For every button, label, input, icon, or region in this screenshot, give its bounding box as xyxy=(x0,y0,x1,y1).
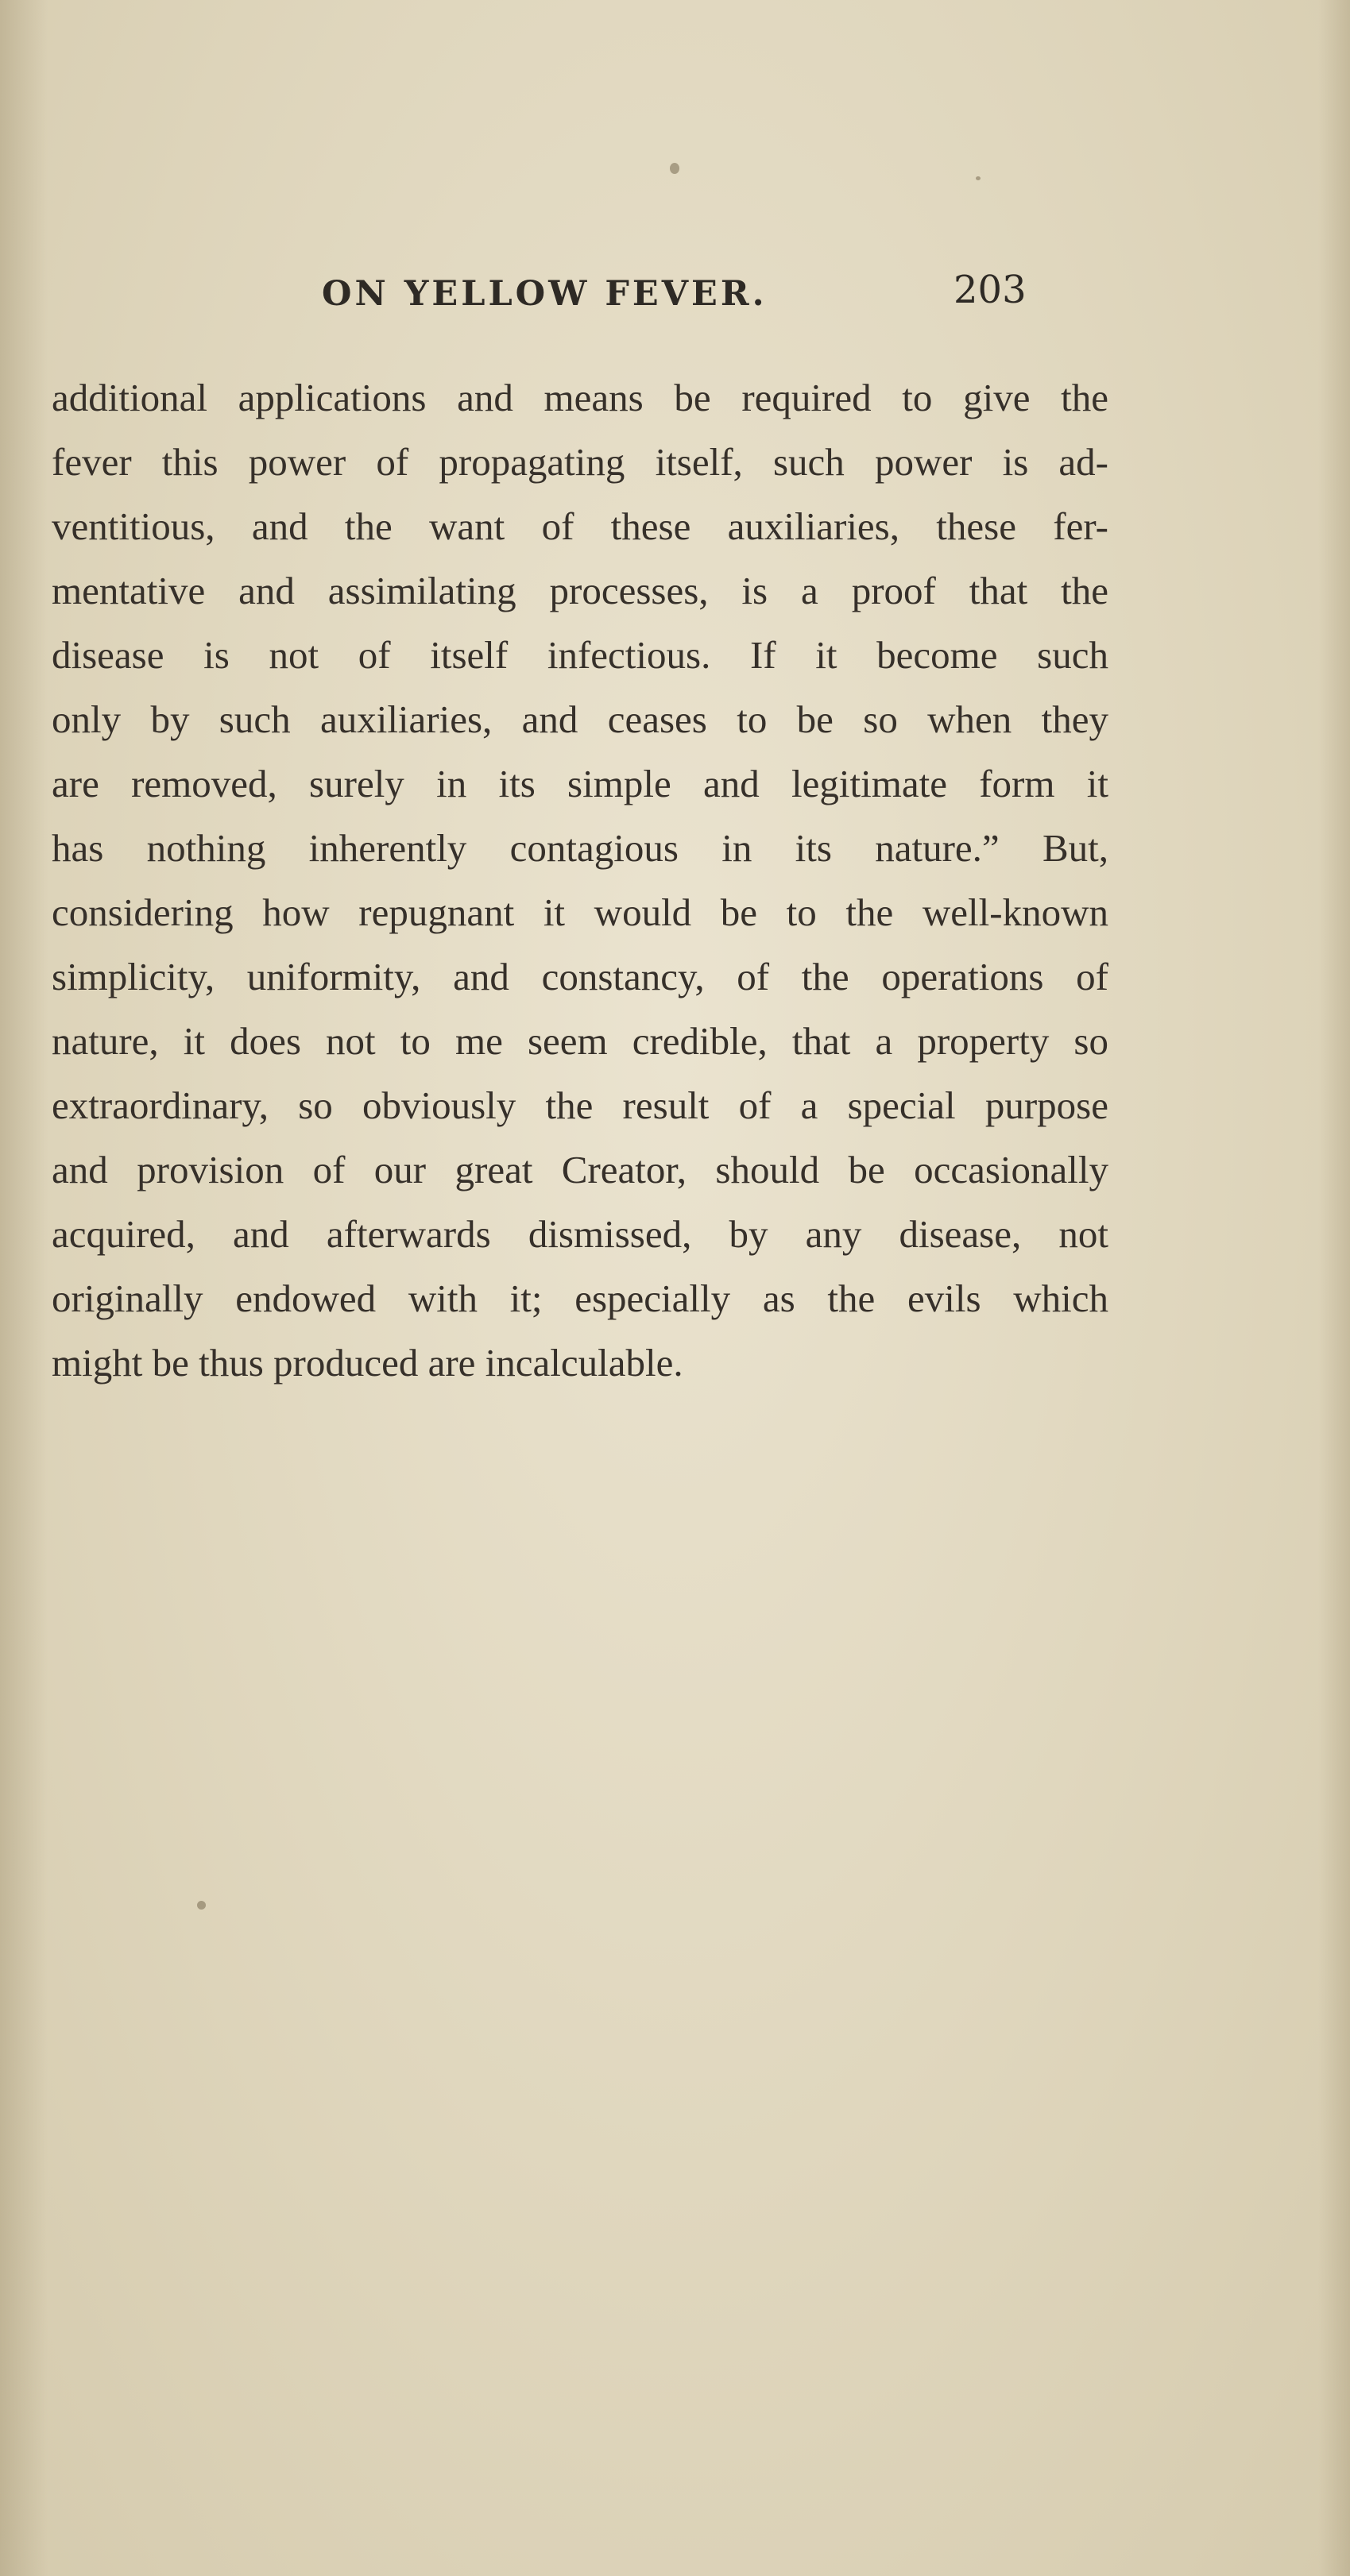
text-line: and provision of our great Creator, should be occasionally xyxy=(52,1148,1108,1191)
text-line: additional applications and means be required to give the xyxy=(52,376,1108,419)
page-number: 203 xyxy=(954,268,1027,312)
text-line: nature, it does not to me seem credible, that a property so xyxy=(52,1019,1108,1063)
body-text xyxy=(52,365,1108,1395)
text-line: has nothing inherently contagious in its nature.” But, xyxy=(52,826,1108,870)
text-line: extraordinary, so obviously the result of a special purpose xyxy=(52,1083,1108,1127)
text-line: ventitious, and the want of these auxiliaries, these fer- xyxy=(52,504,1108,548)
page-header xyxy=(0,268,1350,330)
text-line: originally endowed with it; especially as the evils which xyxy=(52,1276,1108,1320)
text-line: disease is not of itself infectious. If it become such xyxy=(52,633,1108,677)
text-line: considering how repugnant it would be to the well-known xyxy=(52,890,1108,934)
paper-speck xyxy=(197,1901,206,1910)
text-line: acquired, and afterwards dismissed, by any disease, not xyxy=(52,1212,1108,1256)
paper-speck xyxy=(670,163,679,174)
page-edge-shadow-left xyxy=(0,0,48,2576)
text-line: are removed, surely in its simple and legitimate form it xyxy=(52,762,1108,805)
text-line: simplicity, uniformity, and constancy, of the operations of xyxy=(52,955,1108,998)
paper-speck xyxy=(976,176,981,180)
running-title: ON YELLOW FEVER. xyxy=(322,274,768,314)
text-line: fever this power of propagating itself, such power is ad- xyxy=(52,440,1108,484)
text-line: might be thus produced are incalculable. xyxy=(52,1341,683,1385)
text-line: only by such auxiliaries, and ceases to be so when they xyxy=(52,697,1108,741)
text-line: mentative and assimilating processes, is a proof that the xyxy=(52,569,1108,612)
page-edge-shadow-right xyxy=(1318,0,1350,2576)
